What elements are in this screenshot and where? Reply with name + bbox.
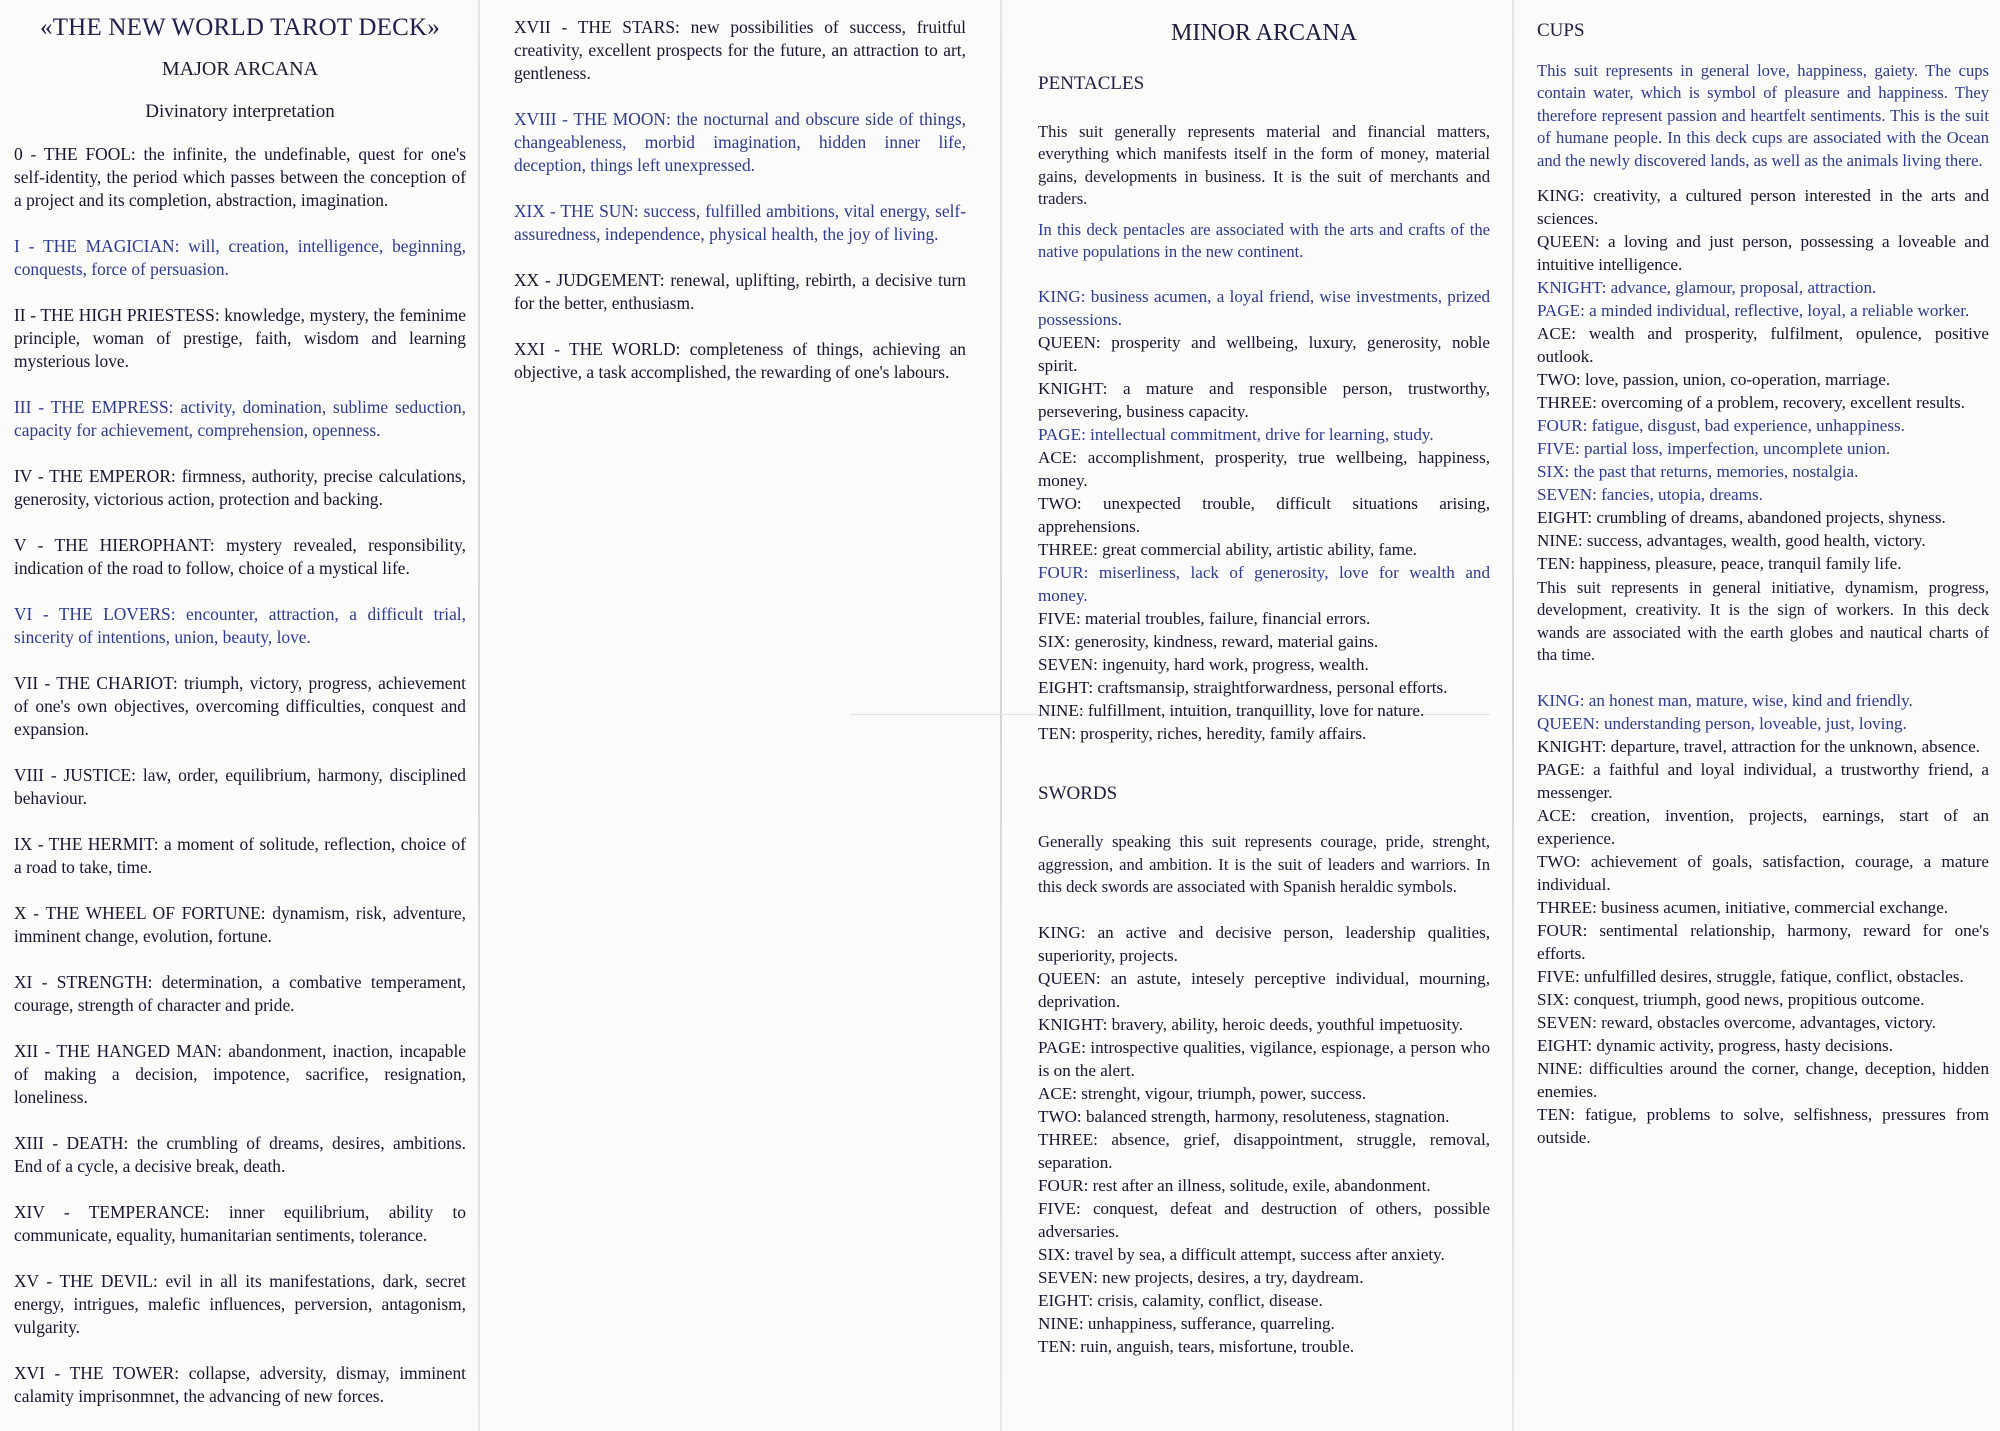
list-item: THREE: business acumen, initiative, commercial exchange. xyxy=(1537,897,1949,917)
list-item: PAGE: a minded individual, reflective, loyal, a reliable worker. xyxy=(1537,301,1970,321)
card-empress: III - THE EMPRESS: activity, domination, sublime seduction, capacity for achievement, comprehension, openness. xyxy=(14,397,466,440)
card-devil: XV - THE DEVIL: evil in all its manifestations, dark, secret energy, intrigues, malefic influences, perversion, antagonism, vulgarity. xyxy=(14,1271,466,1337)
swords-card-list xyxy=(1038,921,1490,1358)
list-item: EIGHT: dynamic activity, progress, hasty decisions. xyxy=(1537,1035,1893,1055)
list-item: SEVEN: fancies, utopia, dreams. xyxy=(1537,485,1763,505)
list-item: FIVE: partial loss, imperfection, uncomplete union. xyxy=(1537,439,1891,459)
major-arcana-heading: MAJOR ARCANA xyxy=(161,58,319,80)
list-item: SIX: generosity, kindness, reward, material gains. xyxy=(1038,632,1379,652)
list-item: QUEEN: prosperity and wellbeing, luxury, generosity, noble spirit. xyxy=(1038,333,1490,376)
card-fool: 0 - THE FOOL: the infinite, the undefinable, quest for one's self-identity, the period which passes between the conception of a project and its completion, abstraction, imagination. xyxy=(14,144,466,210)
card-hermit: IX - THE HERMIT: a moment of solitude, reflection, choice of a road to take, time. xyxy=(14,834,466,877)
fold-line-left xyxy=(478,0,480,1431)
list-item: FOUR: miserliness, lack of generosity, love for wealth and money. xyxy=(1038,563,1490,606)
list-item: ACE: wealth and prosperity, fulfilment, opulence, positive outlook. xyxy=(1537,324,1989,367)
list-item: KING: business acumen, a loyal friend, wise investments, prized possessions. xyxy=(1038,287,1490,330)
card-emperor: IV - THE EMPEROR: firmness, authority, precise calculations, generosity, victorious action, protection and backing. xyxy=(14,466,466,509)
wands-intro: This suit represents in general initiative, dynamism, progress, development, creativity. It is the sign of workers. In this deck wands are associated with the earth globes and nautical charts of tha time. xyxy=(1537,578,1989,665)
list-item: NINE: success, advantages, wealth, good health, victory. xyxy=(1537,531,1926,551)
list-item: ACE: creation, invention, projects, earnings, start of an experience. xyxy=(1537,805,1989,848)
list-item: TEN: fatigue, problems to solve, selfishness, pressures from outside. xyxy=(1537,1104,1989,1147)
list-item: SEVEN: reward, obstacles overcome, advantages, victory. xyxy=(1537,1012,1937,1032)
deck-title: «THE NEW WORLD TAROT DECK» xyxy=(40,14,440,41)
list-item: ACE: accomplishment, prosperity, true wellbeing, happiness, money. xyxy=(1038,448,1490,491)
cups-wands-column xyxy=(1537,20,1989,1149)
wands-card-list xyxy=(1537,689,1989,1149)
list-item: QUEEN: a loving and just person, possessing a loveable and intuitive intelligence. xyxy=(1537,232,1989,275)
list-item: QUEEN: understanding person, loveable, just, loving. xyxy=(1537,713,1907,733)
list-item: KING: an active and decisive person, leadership qualities, superiority, projects. xyxy=(1038,922,1490,965)
list-item: FOUR: rest after an illness, solitude, exile, abandonment. xyxy=(1038,1175,1431,1195)
card-chariot: VII - THE CHARIOT: triumph, victory, progress, achievement of one's own objectives, overcoming difficulties, conquest and expansion. xyxy=(14,673,466,739)
list-item: TWO: achievement of goals, satisfaction, courage, a mature individual. xyxy=(1537,851,1989,894)
card-lovers: VI - THE LOVERS: encounter, attraction, a difficult trial, sincerity of intentions, union, beauty, love. xyxy=(14,604,466,647)
list-item: THREE: absence, grief, disappointment, struggle, removal, separation. xyxy=(1038,1129,1490,1172)
list-item: TEN: prosperity, riches, heredity, family affairs. xyxy=(1038,724,1367,744)
list-item: PAGE: a faithful and loyal individual, a trustworthy friend, a messenger. xyxy=(1537,759,1989,802)
fold-line-center xyxy=(1000,0,1002,1431)
card-hierophant: V - THE HIEROPHANT: mystery revealed, responsibility, indication of the road to follow, choice of a mystical life. xyxy=(14,535,466,578)
minor-arcana-column xyxy=(1038,16,1490,1378)
card-stars: XVII - THE STARS: new possibilities of success, fruitful creativity, excellent prospects for the future, an attraction to art, gentleness. xyxy=(514,17,966,83)
card-hanged-man: XII - THE HANGED MAN: abandonment, inaction, incapable of making a decision, impotence, sacrifice, resignation, loneliness. xyxy=(14,1041,466,1107)
cups-card-list xyxy=(1537,184,1989,575)
list-item: KNIGHT: a mature and responsible person, trustworthy, persevering, business capacity. xyxy=(1038,379,1490,422)
card-justice: VIII - JUSTICE: law, order, equilibrium, harmony, disciplined behaviour. xyxy=(14,765,466,808)
list-item: THREE: great commercial ability, artistic ability, fame. xyxy=(1038,540,1417,560)
cups-intro: This suit represents in general love, happiness, gaiety. The cups contain water, which is symbol of pleasure and happiness. They therefore represent passion and heartfelt sentiments. This is the suit of humane people. In this deck cups are associated with the Ocean and the newly discovered lands, as well as the animals living there. xyxy=(1537,61,1989,170)
major-arcana-column-2 xyxy=(514,16,966,407)
card-tower: XVI - THE TOWER: collapse, adversity, dismay, imminent calamity imprisonmnet, the advancing of new forces. xyxy=(14,1363,466,1406)
swords-intro: Generally speaking this suit represents courage, pride, strenght, aggression, and ambition. It is the suit of leaders and warriors. In this deck swords are associated with Spanish heraldic symbols. xyxy=(1038,832,1490,897)
swords-heading: SWORDS xyxy=(1038,783,1118,805)
list-item: SEVEN: ingenuity, hard work, progress, wealth. xyxy=(1038,655,1369,675)
card-death: XIII - DEATH: the crumbling of dreams, desires, ambitions. End of a cycle, a decisive break, death. xyxy=(14,1133,466,1176)
pentacles-intro: This suit generally represents material and financial matters, everything which manifests itself in the form of money, material gains, developments in business. It is the suit of merchants and traders. xyxy=(1038,122,1490,209)
card-high-priestess: II - THE HIGH PRIESTESS: knowledge, mystery, the feminime principle, woman of prestige, faith, wisdom and learning mysterious love. xyxy=(14,305,466,371)
list-item: SIX: the past that returns, memories, nostalgia. xyxy=(1537,462,1859,482)
list-item: SIX: conquest, triumph, good news, propitious outcome. xyxy=(1537,989,1925,1009)
list-item: ACE: strenght, vigour, triumph, power, success. xyxy=(1038,1083,1367,1103)
list-item: PAGE: intellectual commitment, drive for learning, study. xyxy=(1038,425,1434,445)
list-item: TWO: love, passion, union, co-operation, marriage. xyxy=(1537,370,1891,390)
list-item: KNIGHT: departure, travel, attraction for the unknown, absence. xyxy=(1537,736,1980,756)
list-item: EIGHT: craftsmansip, straightforwardness, personal efforts. xyxy=(1038,678,1448,698)
card-strength: XI - STRENGTH: determination, a combative temperament, courage, strength of character and pride. xyxy=(14,972,466,1015)
list-item: TWO: unexpected trouble, difficult situations arising, apprehensions. xyxy=(1038,494,1490,537)
pentacles-intro-deck: In this deck pentacles are associated with the arts and crafts of the native populations in the new continent. xyxy=(1038,219,1490,262)
list-item: FOUR: sentimental relationship, harmony, reward for one's efforts. xyxy=(1537,920,1989,963)
card-magician: I - THE MAGICIAN: will, creation, intelligence, beginning, conquests, force of persuasion. xyxy=(14,236,466,279)
list-item: TEN: ruin, anguish, tears, misfortune, trouble. xyxy=(1038,1336,1355,1356)
list-item: FIVE: material troubles, failure, financial errors. xyxy=(1038,609,1371,629)
list-item: NINE: unhappiness, sufferance, quarreling. xyxy=(1038,1313,1335,1333)
list-item: SEVEN: new projects, desires, a try, daydream. xyxy=(1038,1267,1364,1287)
list-item: TWO: balanced strength, harmony, resoluteness, stagnation. xyxy=(1038,1106,1450,1126)
card-wheel-of-fortune: X - THE WHEEL OF FORTUNE: dynamism, risk, adventure, imminent change, evolution, fortune. xyxy=(14,903,466,946)
card-temperance: XIV - TEMPERANCE: inner equilibrium, ability to communicate, equality, humanitarian sentiments, tolerance. xyxy=(14,1202,466,1245)
list-item: PAGE: introspective qualities, vigilance, espionage, a person who is on the alert. xyxy=(1038,1037,1490,1080)
list-item: NINE: fulfillment, intuition, tranquillity, love for nature. xyxy=(1038,701,1425,721)
list-item: KING: creativity, a cultured person interested in the arts and sciences. xyxy=(1537,186,1989,229)
list-item: FOUR: fatigue, disgust, bad experience, unhappiness. xyxy=(1537,416,1905,436)
list-item: FIVE: unfulfilled desires, struggle, fatique, conflict, obstacles. xyxy=(1537,966,1964,986)
divinatory-caption: Divinatory interpretation xyxy=(145,101,335,122)
major-arcana-column-1 xyxy=(14,14,466,1431)
card-moon: XVIII - THE MOON: the nocturnal and obscure side of things, changeableness, morbid imagination, hidden inner life, deception, things left unexpressed. xyxy=(514,109,966,175)
list-item: QUEEN: an astute, intesely perceptive individual, mourning, deprivation. xyxy=(1038,968,1490,1011)
pentacles-heading: PENTACLES xyxy=(1038,73,1145,94)
cups-heading: CUPS xyxy=(1537,20,1585,41)
list-item: EIGHT: crisis, calamity, conflict, disease. xyxy=(1038,1290,1323,1310)
list-item: SIX: travel by sea, a difficult attempt, success after anxiety. xyxy=(1038,1244,1445,1264)
fold-line-right xyxy=(1512,0,1514,1431)
list-item: TEN: happiness, pleasure, peace, tranquil family life. xyxy=(1537,554,1902,574)
list-item: KNIGHT: bravery, ability, heroic deeds, youthful impetuosity. xyxy=(1038,1014,1463,1034)
pentacles-card-list xyxy=(1038,285,1490,745)
list-item: THREE: overcoming of a problem, recovery, excellent results. xyxy=(1537,393,1965,413)
list-item: FIVE: conquest, defeat and destruction of others, possible adversaries. xyxy=(1038,1198,1490,1241)
list-item: KING: an honest man, mature, wise, kind and friendly. xyxy=(1537,690,1913,710)
list-item: EIGHT: crumbling of dreams, abandoned projects, shyness. xyxy=(1537,508,1946,528)
card-judgement: XX - JUDGEMENT: renewal, uplifting, rebirth, a decisive turn for the better, enthusiasm. xyxy=(514,270,966,313)
list-item: NINE: difficulties around the corner, change, deception, hidden enemies. xyxy=(1537,1058,1989,1101)
card-world: XXI - THE WORLD: completeness of things, achieving an objective, a task accomplished, the rewarding of one's labours. xyxy=(514,339,966,382)
list-item: KNIGHT: advance, glamour, proposal, attraction. xyxy=(1537,278,1877,298)
card-sun: XIX - THE SUN: success, fulfilled ambitions, vital energy, self-assuredness, independence, physical health, the joy of living. xyxy=(514,201,966,244)
minor-arcana-heading: MINOR ARCANA xyxy=(1170,20,1358,46)
